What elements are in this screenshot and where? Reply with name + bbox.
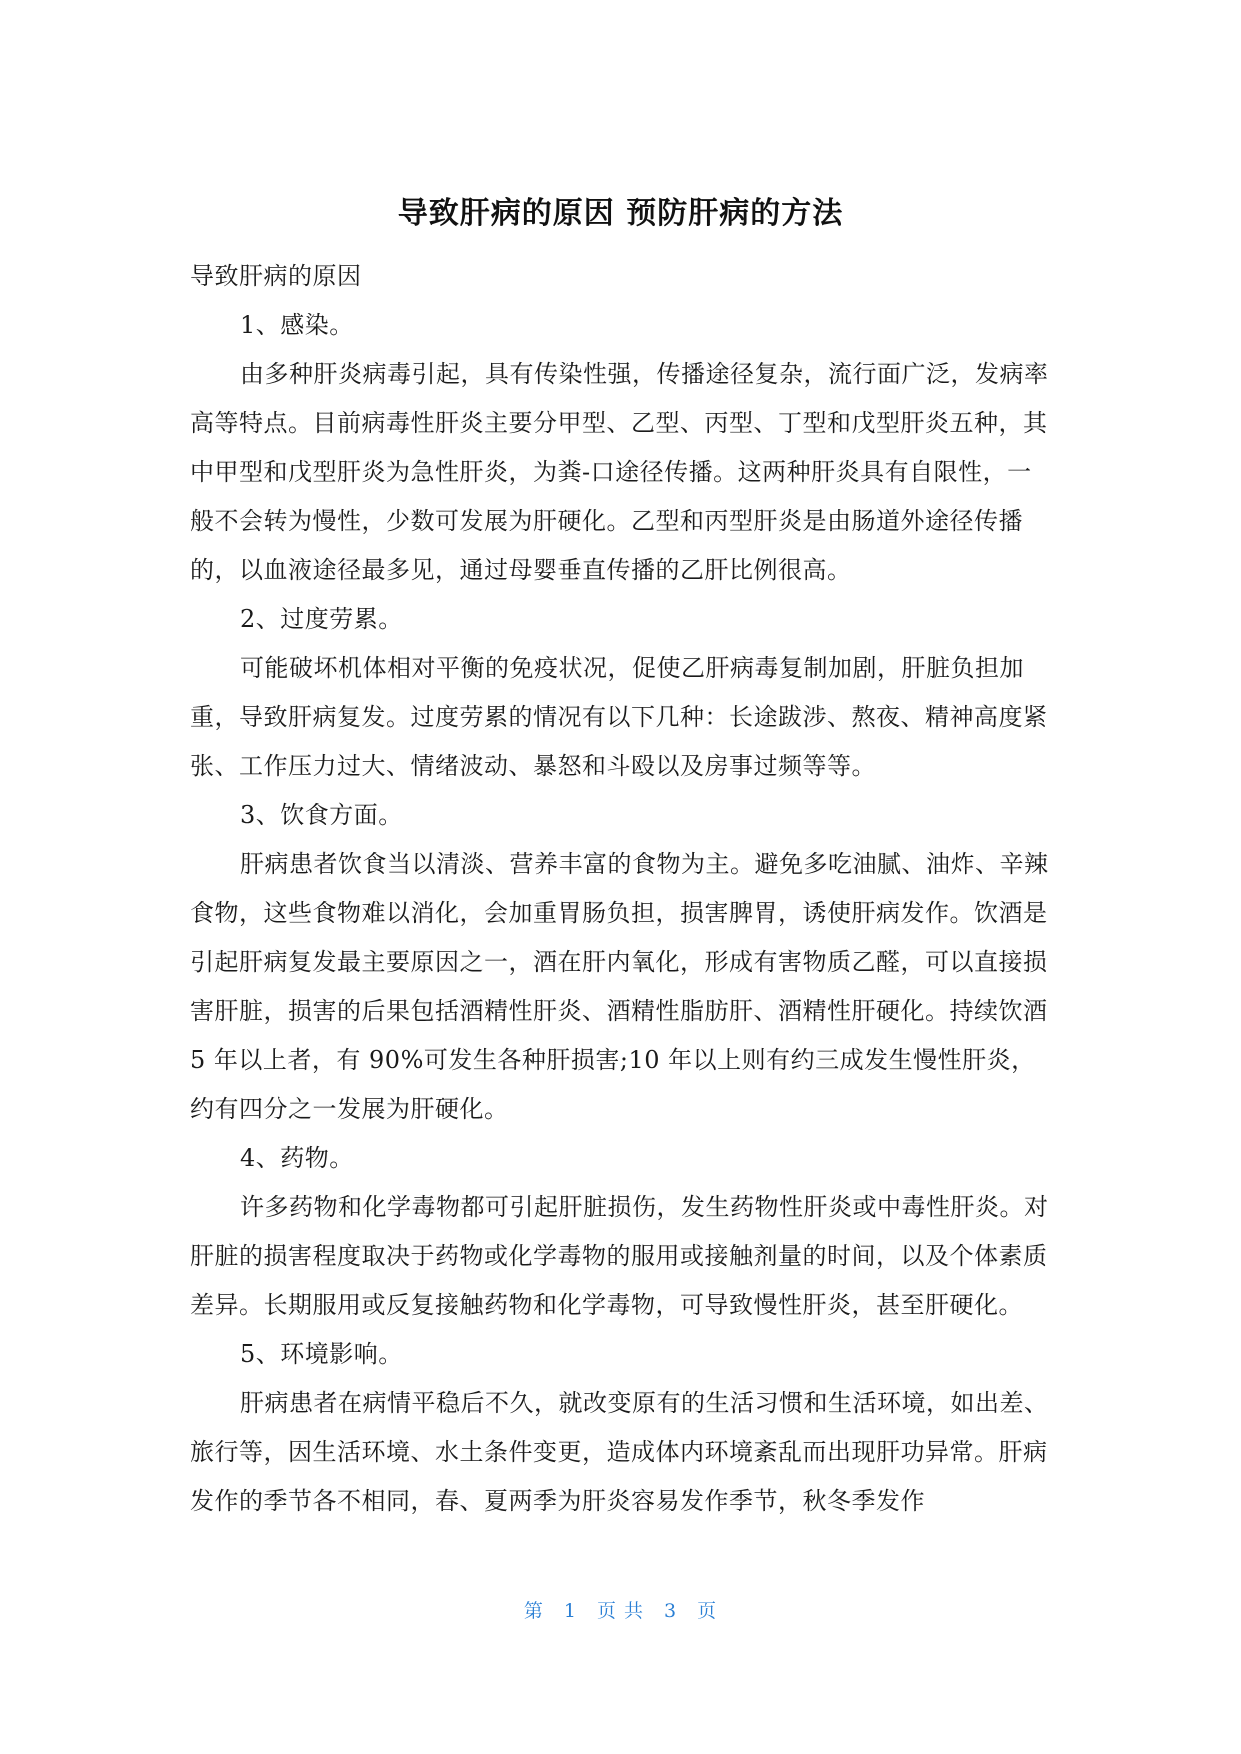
paragraph: 可能破坏机体相对平衡的免疫状况，促使乙肝病毒复制加剧，肝脏负担加重，导致肝病复发。过度劳累的情况有以下几种：长途跋涉、熬夜、精神高度紧张、工作压力过大、情绪波动、暴怒和斗殴以及房事过频等等。: [190, 654, 1048, 780]
document-body: [190, 252, 1052, 1526]
paragraph: 许多药物和化学毒物都可引起肝脏损伤，发生药物性肝炎或中毒性肝炎。对肝脏的损害程度取决于药物或化学毒物的服用或接触剂量的时间，以及个体素质差异。长期服用或反复接触药物和化学毒物，可导致慢性肝炎，甚至肝硬化。: [190, 1193, 1049, 1319]
section-heading: 导致肝病的原因: [190, 262, 362, 290]
item-heading: 1、感染。: [240, 311, 354, 339]
item-heading: 3、饮食方面。: [240, 801, 403, 829]
page-footer: [0, 1596, 1241, 1623]
paragraph: 由多种肝炎病毒引起，具有传染性强，传播途径复杂，流行面广泛，发病率高等特点。目前病毒性肝炎主要分甲型、乙型、丙型、丁型和戊型肝炎五种，其中甲型和戊型肝炎为急性肝炎，为粪-口途径传播。这两种肝炎具有自限性，一般不会转为慢性，少数可发展为肝硬化。乙型和丙型肝炎是由肠道外途径传播的，以血液途径最多见，通过母婴垂直传播的乙肝比例很高。: [190, 360, 1049, 584]
footer-middle: 页 共: [596, 1600, 645, 1622]
paragraph: 肝病患者在病情平稳后不久，就改变原有的生活习惯和生活环境，如出差、旅行等，因生活环境、水土条件变更，造成体内环境紊乱而出现肝功异常。肝病发作的季节各不相同，春、夏两季为肝炎容易发作季节，秋冬季发作: [190, 1389, 1049, 1515]
footer-total-pages: 3: [664, 1600, 678, 1622]
footer-prefix: 第: [523, 1600, 544, 1622]
footer-suffix: 页: [697, 1600, 718, 1622]
item-heading: 2、过度劳累。: [240, 605, 403, 633]
item-heading: 5、环境影响。: [240, 1340, 403, 1368]
item-heading: 4、药物。: [240, 1144, 354, 1172]
paragraph: 肝病患者饮食当以清淡、营养丰富的食物为主。避免多吃油腻、油炸、辛辣食物，这些食物难以消化，会加重胃肠负担，损害脾胃，诱使肝病发作。饮酒是引起肝病复发最主要原因之一，酒在肝内氧化，形成有害物质乙醛，可以直接损害肝脏，损害的后果包括酒精性肝炎、酒精性脂肪肝、酒精性肝硬化。持续饮酒 5 年以上者，有 90%可发生各种肝损害;10 年以上则有约三成发生慢性肝炎，约有四分之一发展为肝硬化。: [190, 850, 1049, 1123]
footer-current-page: 1: [563, 1600, 577, 1622]
document-title: 导致肝病的原因 预防肝病的方法: [397, 196, 844, 231]
